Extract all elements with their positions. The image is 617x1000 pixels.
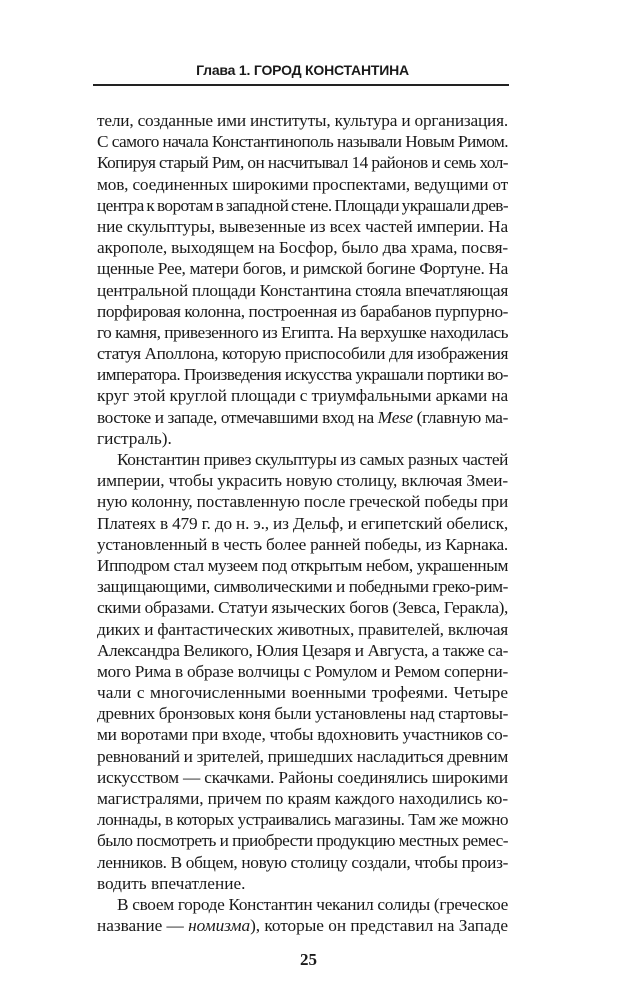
text-line bbox=[97, 703, 508, 724]
text-line bbox=[97, 576, 508, 597]
text-line-content bbox=[97, 682, 508, 703]
text-line-content bbox=[97, 619, 508, 640]
text-line bbox=[97, 407, 508, 428]
text-line-content bbox=[97, 301, 508, 322]
italic-term: Mese bbox=[377, 407, 413, 427]
text-line bbox=[97, 216, 508, 237]
text-line-content bbox=[97, 343, 508, 364]
text-segment: лоннады, в которых устраивались магазины. Там же можно bbox=[97, 810, 508, 830]
text-line bbox=[97, 788, 508, 809]
text-segment: скими образами. Статуи языческих богов (Зевса, Геракла), bbox=[97, 598, 508, 618]
text-line bbox=[97, 767, 508, 788]
text-line bbox=[97, 428, 508, 449]
text-line-content bbox=[97, 237, 508, 258]
text-line-content bbox=[97, 873, 245, 894]
text-segment: чали с многочисленными военными трофеями. Четыре bbox=[97, 683, 508, 703]
text-line bbox=[97, 597, 508, 618]
text-line-content bbox=[97, 767, 508, 788]
text-line-content bbox=[97, 491, 508, 512]
text-segment: диких и фантастических животных, правителей, включая bbox=[97, 619, 508, 639]
page-number: 25 bbox=[300, 950, 317, 969]
paragraph bbox=[97, 449, 508, 894]
text-segment: С самого начала Константинополь называли Новым Римом. bbox=[97, 132, 508, 152]
text-segment: древних бронзовых коня были установлены над стартовы- bbox=[97, 704, 508, 724]
text-line bbox=[97, 852, 508, 873]
text-line bbox=[97, 470, 508, 491]
text-line bbox=[97, 830, 508, 851]
text-line bbox=[97, 364, 508, 385]
text-line bbox=[97, 491, 508, 512]
text-segment: установленный в честь более ранней победы, из Карнака. bbox=[97, 534, 508, 554]
text-line bbox=[97, 746, 508, 767]
text-line-content bbox=[97, 640, 508, 661]
text-line bbox=[97, 894, 508, 915]
text-line bbox=[97, 534, 508, 555]
text-line bbox=[97, 449, 508, 470]
text-segment: императора. Произведения искусства украшали портики во- bbox=[97, 365, 508, 385]
text-line bbox=[97, 174, 508, 195]
text-line-content bbox=[97, 174, 508, 195]
text-segment: акрополе, выходящем на Босфор, было два храма, посвя- bbox=[97, 238, 508, 258]
text-line-content bbox=[97, 216, 508, 237]
text-line-content bbox=[97, 915, 508, 936]
text-segment: мого Рима в образе волчицы с Ромулом и Ремом соперни- bbox=[97, 661, 508, 681]
text-line-content bbox=[97, 513, 508, 534]
text-segment: гистраль). bbox=[97, 428, 172, 448]
text-segment: центральной площади Константина стояла впечатляющая bbox=[97, 280, 508, 300]
text-segment: водить впечатление. bbox=[97, 873, 246, 893]
text-line bbox=[97, 195, 508, 216]
text-segment: востоке и западе, отмечавшими вход на bbox=[97, 407, 378, 427]
text-segment: щенные Рее, матери богов, и римской богине Фортуне. На bbox=[97, 259, 508, 279]
text-segment: тели, созданные ими институты, культура и организация. bbox=[97, 111, 508, 130]
text-line bbox=[97, 915, 508, 936]
text-line bbox=[97, 873, 508, 894]
text-segment: Константин привез скульптуры из самых разных частей bbox=[117, 450, 508, 469]
text-line bbox=[97, 640, 508, 661]
text-line-content bbox=[97, 661, 508, 682]
text-line-content bbox=[97, 131, 508, 152]
italic-term: номизма bbox=[188, 916, 251, 936]
text-line-content bbox=[97, 195, 508, 216]
text-line bbox=[97, 301, 508, 322]
text-line-content bbox=[97, 385, 508, 406]
text-segment: искусством — скачками. Районы соединялись широкими bbox=[97, 767, 508, 787]
text-segment: ), которые он представил на Западе bbox=[250, 916, 508, 936]
text-line-content bbox=[97, 746, 508, 767]
text-line-content bbox=[97, 152, 508, 173]
text-segment: название — bbox=[97, 916, 189, 936]
text-line-content bbox=[117, 894, 508, 915]
text-line-content bbox=[97, 470, 508, 491]
text-line-content bbox=[97, 555, 508, 576]
text-segment: (главную ма- bbox=[412, 407, 508, 427]
text-line bbox=[97, 809, 508, 830]
text-segment: империи, чтобы украсить новую столицу, включая Змеи- bbox=[97, 471, 508, 491]
text-segment: центра к воротам в западной стене. Площади украшали древ- bbox=[97, 195, 509, 215]
text-line-content bbox=[97, 703, 508, 724]
text-segment: В своем городе Константин чеканил солиды (греческое bbox=[117, 894, 508, 914]
text-line bbox=[97, 131, 508, 152]
text-line bbox=[97, 322, 508, 343]
text-line bbox=[97, 152, 508, 173]
text-line-content bbox=[97, 534, 508, 555]
text-line bbox=[97, 619, 508, 640]
text-segment: Копируя старый Рим, он насчитывал 14 районов и семь хол- bbox=[97, 153, 508, 173]
text-segment: ленников. В общем, новую столицу создали, чтобы произ- bbox=[97, 852, 508, 872]
running-head: Глава 1. ГОРОД КОНСТАНТИНА bbox=[196, 62, 409, 78]
header-rule bbox=[93, 84, 509, 86]
text-segment: ми воротами при входе, чтобы вдохновить участников со- bbox=[97, 725, 508, 745]
text-segment: порфировая колонна, построенная из барабанов пурпурно- bbox=[97, 301, 508, 321]
text-line bbox=[97, 513, 508, 534]
text-line-content bbox=[97, 322, 508, 343]
text-line bbox=[97, 661, 508, 682]
text-line-content bbox=[97, 576, 508, 597]
text-line-content bbox=[97, 364, 508, 385]
text-line bbox=[97, 237, 508, 258]
text-segment: Александра Великого, Юлия Цезаря и Августа, а также са- bbox=[97, 640, 508, 660]
paragraph bbox=[97, 110, 508, 449]
text-line bbox=[97, 555, 508, 576]
text-line bbox=[97, 258, 508, 279]
text-segment: Платеях в 479 г. до н. э., из Дельф, и египетский обелиск, bbox=[97, 513, 508, 533]
text-segment: круг этой круглой площади с триумфальными арками на bbox=[97, 386, 508, 406]
text-line-content bbox=[97, 428, 172, 449]
text-line-content bbox=[97, 407, 508, 428]
text-line-content bbox=[97, 280, 508, 301]
text-line-content bbox=[97, 809, 508, 830]
text-segment: магистралями, причем по краям каждого находились ко- bbox=[97, 789, 508, 808]
text-line-content bbox=[97, 258, 508, 279]
text-line bbox=[97, 110, 508, 131]
text-segment: го камня, привезенного из Египта. На верхушке находилась bbox=[97, 322, 508, 342]
text-line-content bbox=[117, 449, 508, 470]
text-segment: статуя Аполлона, которую приспособили для изображения bbox=[97, 344, 508, 364]
text-line bbox=[97, 343, 508, 364]
text-line-content bbox=[97, 110, 508, 131]
text-line-content bbox=[97, 852, 508, 873]
text-segment: Ипподром стал музеем под открытым небом, украшенным bbox=[97, 555, 508, 575]
text-line-content bbox=[97, 597, 508, 618]
text-segment: было посмотреть и приобрести продукцию местных ремес- bbox=[97, 831, 508, 851]
text-line bbox=[97, 724, 508, 745]
text-line bbox=[97, 385, 508, 406]
body-text bbox=[97, 110, 508, 936]
text-segment: ревнований и зрителей, пришедших насладиться древним bbox=[97, 746, 508, 766]
text-segment: мов, соединенных широкими проспектами, ведущими от bbox=[97, 174, 508, 194]
paragraph bbox=[97, 894, 508, 936]
text-segment: ние скульптуры, вывезенные из всех частей империи. На bbox=[97, 216, 508, 236]
text-line bbox=[97, 280, 508, 301]
text-segment: защищающими, символическими и победными греко-рим- bbox=[97, 577, 508, 597]
text-line-content bbox=[97, 724, 508, 745]
text-line-content bbox=[97, 788, 508, 809]
text-segment: ную колонну, поставленную после греческой победы при bbox=[97, 492, 508, 512]
text-line bbox=[97, 682, 508, 703]
text-line-content bbox=[97, 830, 508, 851]
